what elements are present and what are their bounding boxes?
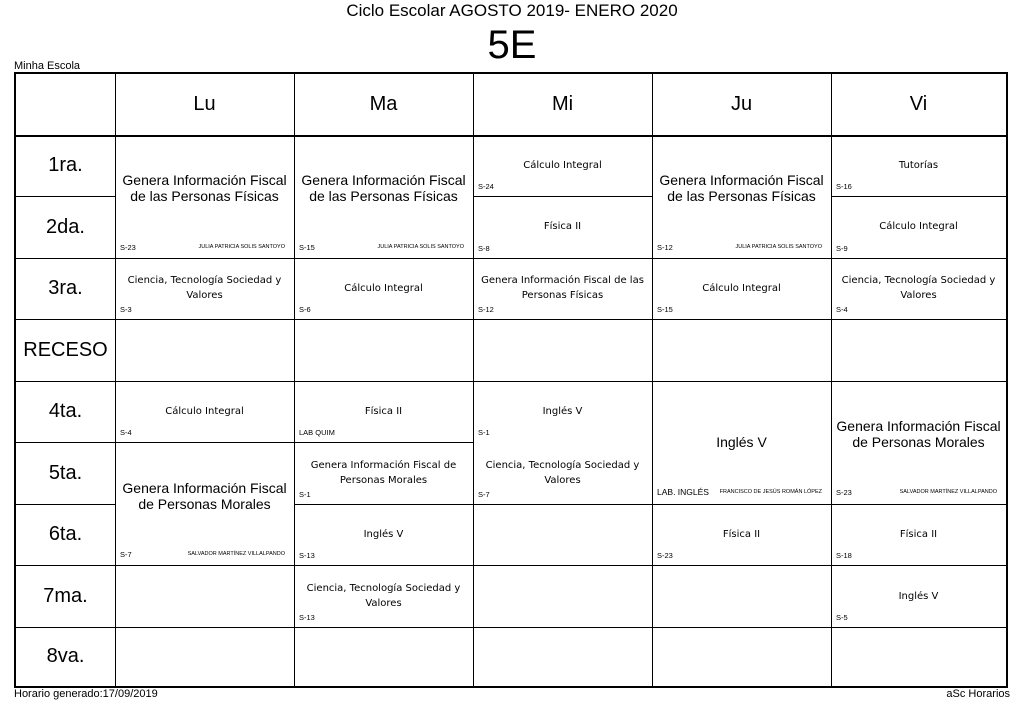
lesson-teacher: FRANCISCO DE JESÚS ROMÁN LÓPEZ: [719, 489, 822, 495]
schedule-title: Ciclo Escolar AGOSTO 2019- ENERO 2020: [346, 1, 678, 20]
lesson-room: S-1: [478, 428, 490, 437]
lesson-cell[interactable]: [294, 135, 473, 258]
lesson-room: S-4: [120, 428, 132, 437]
period-label: 7ma.: [43, 584, 88, 607]
period-label: 8va.: [46, 645, 85, 667]
lesson-subject: Cálculo Integral: [344, 283, 423, 294]
class-name: 5E: [487, 23, 537, 67]
lesson-room: S-7: [478, 490, 490, 499]
lesson-subject: Ciencia, Tecnología Sociedad y Valores: [306, 583, 461, 609]
day-header: Ju: [730, 93, 753, 115]
lesson-room: S-23: [657, 551, 673, 560]
lesson-cell[interactable]: [473, 442, 652, 504]
period-label: 6ta.: [48, 523, 83, 545]
school-name: Minha Escola: [14, 60, 81, 72]
period-label: 4ta.: [48, 400, 83, 422]
grid-line: [16, 627, 1006, 628]
lesson-teacher: SALVADOR MARTÍNEZ VILLALPANDO: [187, 551, 285, 557]
day-header: Vi: [909, 93, 928, 115]
lesson-subject: Genera Información Fiscal de las Personas Físicas: [122, 172, 287, 204]
lesson-cell[interactable]: [473, 196, 652, 258]
lesson-room: S-4: [836, 305, 848, 314]
lesson-cell[interactable]: [652, 135, 831, 258]
lesson-subject: Genera Información Fiscal de Personas Morales: [836, 418, 1001, 450]
lesson-cell[interactable]: [831, 504, 1006, 565]
lesson-room: S-15: [657, 305, 673, 314]
lesson-room: S-13: [299, 613, 315, 622]
period-label: 5ta.: [48, 461, 83, 484]
lesson-subject: Cálculo Integral: [879, 221, 958, 232]
lesson-cell[interactable]: [831, 135, 1006, 196]
lesson-room: S-12: [657, 243, 673, 252]
lesson-cell[interactable]: [115, 442, 294, 565]
period-label: RECESO: [23, 338, 108, 361]
period-label: 3ra.: [48, 277, 83, 299]
lesson-room: S-9: [836, 244, 848, 253]
lesson-subject: Inglés V: [716, 434, 767, 450]
lesson-cell[interactable]: [652, 504, 831, 565]
lesson-cell[interactable]: [473, 381, 652, 442]
lesson-cell[interactable]: [652, 381, 831, 504]
lesson-room: S-23: [836, 488, 852, 497]
lesson-subject: Inglés V: [542, 406, 583, 417]
period-label: 2da.: [46, 215, 85, 238]
lesson-cell[interactable]: [652, 258, 831, 319]
timetable-grid: [14, 72, 1008, 688]
lesson-cell[interactable]: [115, 258, 294, 319]
lesson-cell[interactable]: [831, 565, 1006, 627]
lesson-subject: Tutorías: [898, 160, 939, 171]
lesson-cell[interactable]: [831, 381, 1006, 504]
lesson-subject: Cálculo Integral: [702, 283, 781, 294]
lesson-subject: Ciencia, Tecnología Sociedad y Valores: [841, 275, 996, 301]
lesson-teacher: JULIA PATRICIA SOLIS SANTOYO: [735, 244, 822, 250]
lesson-cell[interactable]: [294, 258, 473, 319]
generated-date: Horario generado:17/09/2019: [14, 688, 158, 700]
lesson-cell[interactable]: [294, 504, 473, 565]
lesson-cell[interactable]: [831, 196, 1006, 258]
lesson-cell[interactable]: [115, 381, 294, 442]
lesson-room: S-15: [299, 243, 315, 252]
lesson-teacher: SALVADOR MARTÍNEZ VILLALPANDO: [899, 489, 997, 495]
lesson-cell[interactable]: [294, 565, 473, 627]
lesson-subject: Genera Información Fiscal de las Personas Físicas: [659, 172, 824, 204]
lesson-room: S-7: [120, 550, 132, 559]
grid-line: [473, 504, 652, 505]
lesson-subject: Genera Información Fiscal de las Personas Físicas: [301, 172, 466, 204]
lesson-subject: Física II: [543, 221, 582, 232]
period-label: 1ra.: [48, 154, 83, 176]
grid-line: [16, 319, 1006, 320]
lesson-subject: Cálculo Integral: [165, 406, 244, 417]
lesson-subject: Ciencia, Tecnología Sociedad y Valores: [127, 275, 282, 301]
lesson-subject: Física II: [364, 406, 403, 417]
lesson-room: S-13: [299, 551, 315, 560]
lesson-subject: Cálculo Integral: [523, 160, 602, 171]
lesson-subject: Inglés V: [363, 529, 404, 540]
lesson-teacher: JULIA PATRICIA SOLIS SANTOYO: [377, 244, 464, 250]
lesson-cell[interactable]: [294, 442, 473, 504]
lesson-subject: Física II: [899, 529, 938, 540]
brand-label: aSc Horarios: [946, 688, 1010, 700]
lesson-room: S-6: [299, 305, 311, 314]
lesson-room: S-12: [478, 305, 494, 314]
lesson-room: S-1: [299, 490, 311, 499]
lesson-room: S-18: [836, 551, 852, 560]
lesson-cell[interactable]: [473, 135, 652, 196]
lesson-cell[interactable]: [473, 258, 652, 319]
lesson-subject: Física II: [722, 529, 761, 540]
lesson-teacher: JULIA PATRICIA SOLIS SANTOYO: [198, 244, 285, 250]
day-header: Lu: [193, 93, 216, 115]
day-header: Mi: [551, 93, 574, 115]
lesson-cell[interactable]: [294, 381, 473, 442]
lesson-cell[interactable]: [115, 135, 294, 258]
lesson-room: LAB. INGLÉS: [657, 487, 709, 497]
lesson-room: LAB QUIM: [299, 428, 335, 437]
day-header: Ma: [369, 93, 398, 115]
lesson-subject: Genera Información Fiscal de Personas Morales: [310, 460, 457, 486]
lesson-room: S-24: [478, 182, 494, 191]
lesson-subject: Inglés V: [898, 591, 939, 602]
lesson-subject: Genera Información Fiscal de las Personas Físicas: [481, 275, 644, 301]
lesson-room: S-8: [478, 244, 490, 253]
lesson-room: S-16: [836, 182, 852, 191]
lesson-room: S-3: [120, 305, 132, 314]
lesson-subject: Ciencia, Tecnología Sociedad y Valores: [485, 460, 640, 486]
lesson-room: S-23: [120, 243, 136, 252]
lesson-subject: Genera Información Fiscal de Personas Morales: [122, 480, 287, 512]
lesson-room: S-5: [836, 613, 848, 622]
lesson-cell[interactable]: [831, 258, 1006, 319]
